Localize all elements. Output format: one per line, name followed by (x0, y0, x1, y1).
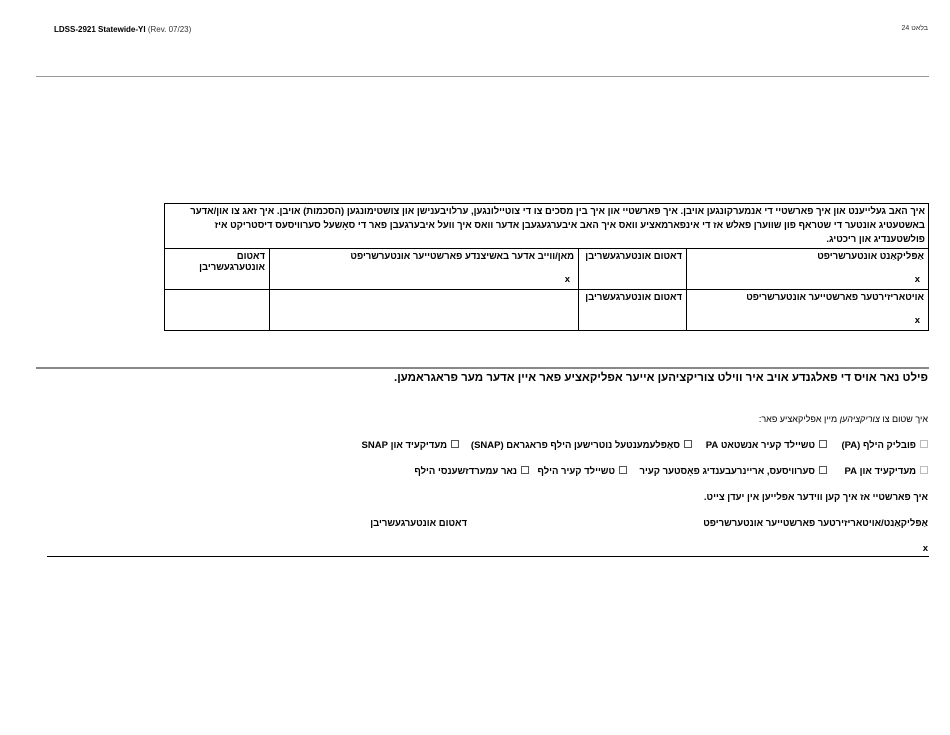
option-medicaid-pa[interactable]: מעדיקעיד און PA (844, 466, 928, 477)
option-child-care-instead-pa[interactable]: טשיילד קעיר אנשטאט PA (706, 440, 827, 451)
spouse-signature-label: מאן/ווייב אדער באשיצנדע פארשטייער אונטערשריפט (350, 251, 574, 262)
reapply-note: איך פארשטיי אז איך קען ווידער אפלייען אין יעדן צייט. (703, 492, 928, 503)
form-name: Statewide-YI (98, 25, 146, 34)
authorized-rep-signature-label: אויטאריזירטער פארשטייער אונטערשריפט (746, 292, 924, 303)
sign-x: x (564, 274, 570, 285)
option-emergency-only[interactable]: נאר עמערדזשענסי הילף (414, 466, 529, 477)
header-divider (36, 76, 929, 77)
applicant-date-field[interactable] (579, 249, 687, 290)
checkbox[interactable] (819, 466, 827, 474)
option-services-foster-care[interactable]: סערוויסעס, אריינרעבענדיג פאָסטער קעיר (640, 466, 827, 477)
checkbox[interactable] (819, 440, 827, 448)
checkbox[interactable] (521, 466, 529, 474)
sign-x: x (922, 543, 928, 554)
option-medicaid-snap[interactable]: מעדיקעיד און SNAP (362, 440, 459, 451)
date-label: דאטום אונטערגעשריבן (585, 292, 682, 303)
checkbox[interactable] (920, 440, 928, 448)
option-public-assistance[interactable]: פובליק הילף (PA) (841, 440, 928, 451)
section-divider (36, 367, 929, 369)
form-id-header (54, 25, 191, 34)
option-child-care-assistance[interactable]: טשיילד קעיר הילף (537, 466, 627, 477)
checkbox[interactable] (619, 466, 627, 474)
spouse-signature-field[interactable] (270, 249, 579, 290)
date-label: דאטום אונטערגעשריבן (199, 251, 265, 273)
withdraw-date-label: דאטום אונטערגעשריבן (370, 518, 467, 529)
date-label: דאטום אונטערגעשריבן (585, 251, 682, 262)
form-id: LDSS-2921 (54, 25, 96, 34)
form-revision: (Rev. 07/23) (147, 25, 192, 34)
authorized-rep-signature-field[interactable] (687, 290, 929, 331)
empty-cell (270, 290, 579, 331)
page-number: בלאט 24 (901, 25, 928, 32)
withdraw-intro: איך שטום צו צוריקציהען מיין אפליקאציע פאר: (758, 414, 928, 424)
declaration-text: איך האב געלייענט און איך פארשטיי די אנמערקונגען אויבן. איך פארשטיי און איך בין מסכים צו די צוטיילונגען, ערלויבענישן און צושטימונגען (הסכמות) אויבן. איך זאג צו און/אדער באשטעטיג אונטער די שטראף פון שווערן פאלש אז די אינפארמאציע וואס איך האב איבערגעגעבן אדער וואס איך וועל איבערגעבן פאר די סאָשעל סערוויסעס דיסטריקט איז פולשטענדיג און ריכטיג. (165, 204, 929, 249)
option-snap[interactable]: סאָפּלעמענטעל נוטרישען הילף פראגראם (SNAP) (471, 440, 692, 451)
spouse-date-field[interactable] (165, 249, 270, 290)
sign-x: x (914, 315, 920, 326)
empty-cell (165, 290, 270, 331)
applicant-signature-label: אַפּליקאַנט אונטערשריפט (817, 251, 924, 262)
withdraw-signature-line[interactable] (47, 556, 929, 557)
withdraw-heading: פילט נאר אויס די פאלגנדע אויב איר ווילט צוריקציהען אייער אפליקאציע פאר איין אדער מער פראגראמען. (394, 372, 928, 384)
signature-table (164, 203, 929, 331)
sign-x: x (914, 274, 920, 285)
checkbox[interactable] (451, 440, 459, 448)
authorized-rep-date-field[interactable] (579, 290, 687, 331)
withdraw-signature-label: אַפּליקאַנט/אויטאריזירטער פארשטייער אונטערשריפט (703, 518, 928, 529)
applicant-signature-field[interactable] (687, 249, 929, 290)
checkbox[interactable] (920, 466, 928, 474)
checkbox[interactable] (684, 440, 692, 448)
